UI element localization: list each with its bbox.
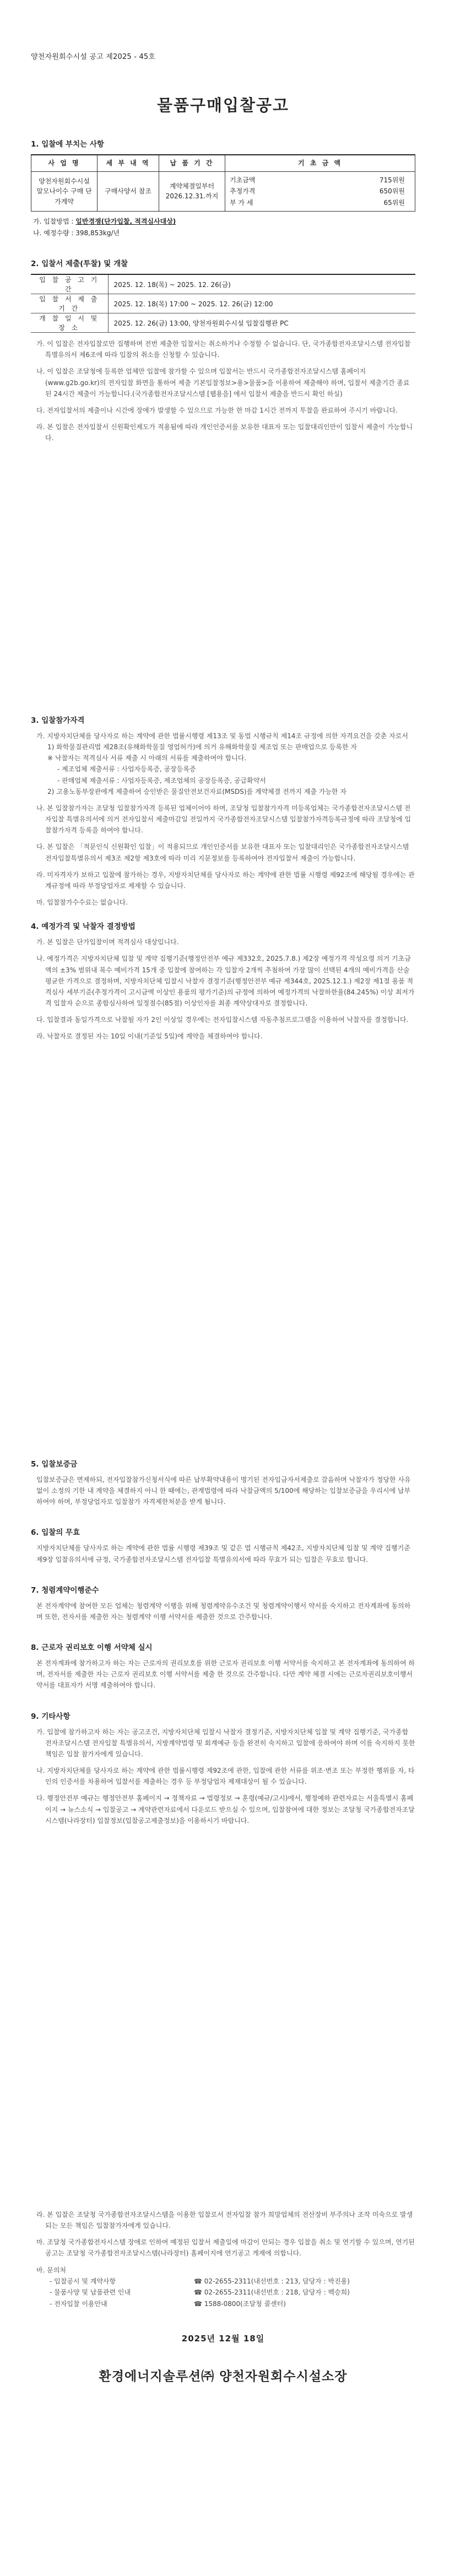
sec3-sub-text: 1) 화학물질관리법 제28조(유해화학물질 영업허가)에 의거 유해화학물질 제조업 또는 판매업으로 등록한 자 bbox=[47, 743, 357, 751]
sec3-para: 라. 미자격자가 보하고 입찰에 참가하는 경우, 지방자치단체를 당사자로 하는 계약에 관한 법률 시행령 제92조에 해당될 경우에는 관계규정에 따라 부정당업자로 제재할 수 있습니다. bbox=[36, 870, 415, 890]
bid-method-label: 가. 입찰방법 : bbox=[33, 218, 74, 226]
sec3-note: ※ 낙찰자는 적격심사 서류 제출 시 아래의 서류를 제출하여야 합니다. bbox=[47, 754, 247, 762]
table-row bbox=[31, 274, 415, 294]
table-header-row bbox=[31, 155, 415, 171]
sec3-para: 나. 본 입찰참가자는 조달청 입찰참가자격 등록된 업체이어야 하며, 조달청 입찰참가자격 미등록업체는 국가종합전자조달시스템 전자입찰 특별유의서에 의거 전자입찰서 제출마감일 전일까지 국가종합전자조달시스템 입찰참가자격등록규정에 따라 조달청에 입찰참가자격 등록을 하여야 합니다. bbox=[36, 804, 411, 835]
sec9-para: 나. 지방자치단체를 당사자로 하는 계약에 관한 법률시행령 제92조에 관한, 입찰에 관한 서류를 위조·변조 또는 부정한 행위를 자, 타인의 인증서를 차용하여 입찰서를 제출하는 경우 등 부정당업자 제재대상이 될 수 있습니다. bbox=[36, 1767, 415, 1786]
section-3 bbox=[31, 714, 415, 1042]
section-2-heading: 2. 입찰서 제출(투찰) 및 개찰 bbox=[31, 259, 128, 269]
schedule-value: 2025. 12. 26(금) 13:00, 양천자원회수시설 입찰집행관 PC bbox=[108, 313, 415, 333]
closing-section bbox=[31, 2209, 415, 2384]
contact-heading: 바. 문의처 bbox=[36, 2266, 66, 2274]
contact-list bbox=[31, 2276, 415, 2309]
sec3-para: 마. 입찰참가수수료는 없습니다. bbox=[36, 899, 128, 907]
notice-date: 2025년 12월 18일 bbox=[181, 2333, 265, 2344]
section-4-heading: 4. 예정가격 및 낙찰자 결정방법 bbox=[31, 922, 136, 932]
contact-value: ☎ 02-2655-2311(내선번호 : 213, 담당자 : 박진용) bbox=[194, 2277, 350, 2285]
closing-para: 라. 본 입찰은 조달청 국가종합전자조달시스템을 이용한 입찰로서 전자입찰 참가 희망업체의 전산장비 부주의나 조작 미숙으로 발생되는 모든 책임은 입찰참가자에게 있습니다. bbox=[36, 2211, 413, 2230]
sec2-para: 가. 이 입찰은 전자입찰로만 집행하며 전번 제출한 입찰서는 취소하거나 수정할 수 없습니다. 단, 국가종합전자조달시스템 전자입찰 특별유의서 제6조에 따라 입찰의 취소를 신청할 수 있습니다. bbox=[36, 340, 411, 359]
section-6-heading: 6. 입찰의 무효 bbox=[31, 1528, 80, 1538]
sec4-para: 가. 본 입찰은 단가입찰이며 적격심사 대상입니다. bbox=[36, 938, 179, 946]
sec7-text: 본 전자계약에 참여한 모든 업체는 청렴계약 이행을 위해 청렴계약유수조건 및 청렴계약이행서 약서를 숙지하고 전자계좌에 동의하며 또한, 전자서를 제출한 자는 청렴계약 이행 서약서를 제출한 것으로 간주합니다. bbox=[36, 1601, 411, 1621]
section-9-heading: 9. 기타사항 bbox=[31, 1712, 71, 1721]
sec5-text: 입찰보증금은 면제하되, 전자입찰참가신청서식에 따른 납부확약내용이 명기된 전자입금자서제출로 갈음하며 낙찰자가 정당한 사유 없이 소정의 기한 내 계약을 체결하지 아니 한 때에는, 관계법령에 따라 낙찰금액의 5/100에 해당하는 입찰보증금을 우리시에 납부하여야 하며, 부정당업자로 입찰참가 자격제한처분을 받게 됩니다. bbox=[36, 1476, 411, 1506]
price-list bbox=[225, 175, 415, 208]
sec3-sub: 2) 고용노동부장관에게 제출하여 승인받은 물질안전보건자료(MSDS)를 계약체결 전까지 제출 가능한 자 bbox=[47, 787, 346, 795]
contact-value: ☎ 1588-0800(조달청 콜센터) bbox=[194, 2299, 286, 2308]
issuing-organization: 환경에너지솔루션㈜ 양천자원회수시설소장 bbox=[99, 2368, 348, 2384]
section-5-heading: 5. 입찰보증금 bbox=[31, 1460, 78, 1469]
price-cell bbox=[225, 171, 415, 212]
col-period: 납 품 기 간 bbox=[159, 155, 225, 171]
schedule-label: 입 찰 공 고 기 간 bbox=[31, 274, 108, 294]
sec3-note-item: - 제조업체 제출서류 : 사업자등록증, 공장등록증 bbox=[57, 765, 196, 773]
sec4-para: 다. 입찰결과 동일가격으로 낙찰될 자가 2인 이상일 경우에는 전자입찰시스템 자동추첨프로그램을 이용하여 낙찰자를 결정합니다. bbox=[36, 1016, 409, 1024]
delivery-period: 계약체결일부터 2026.12.31.까지 bbox=[159, 171, 225, 212]
contact-label: - 전자입찰 이용안내 bbox=[50, 2299, 107, 2308]
bid-method-value: 일반경쟁(단가입찰, 적격심사대상) bbox=[75, 218, 176, 226]
col-detail: 세 부 내 역 bbox=[98, 155, 159, 171]
price-value: 65위원 bbox=[383, 198, 405, 207]
schedule-value: 2025. 12. 18(목) 17:00 ~ 2025. 12. 26(금) 12:00 bbox=[108, 294, 415, 313]
sec4-para: 나. 예정가격은 지방자치단체 입찰 및 계약 집행기준(행정안전부 예규 제332호, 2025.7.8.) 제2장 예정가격 작성요령 의거 기초금액의 ±3% 범위내 복수 예비가격 15개 중 입찰에 참여하는 각 입찰자 2개씩 추첨하여 가장 많이 선택된 4개의 예비가격을 산술 평균한 가격으로 결정하며, 지방자치단체 입찰시 낙찰자 결정기준(행정안전부 예규 제344호, 2025.12.1.) 제2장 제1절 용품 적격심사 세부기준(추정가격이 고시금액 이상인 용품의 평가기준)의 규정에 의하여 예정가격의 낙찰하한율(84.245%) 이상 최저가격 입찰자 순으로 종합심사하여 일정점수(85점) 이상인자를 최종 계약상대자로 결정합니다. bbox=[36, 955, 415, 1007]
sec2-para: 라. 본 입찰은 전자입찰서 신원확인제도가 적용됨에 따라 개인인증서를 보유한 대표자 또는 입찰대리인만이 입찰서 제출이 가능합니다. bbox=[36, 423, 413, 442]
sec3-para: 가. 지방자치단체를 당사자로 하는 계약에 관한 법률시행령 제13조 및 동법 시행규칙 제14조 규정에 의한 자격요건을 갖춘 자로서 bbox=[36, 732, 408, 740]
col-project: 사 업 명 bbox=[31, 155, 98, 171]
closing-para: 마. 조달청 국가종합전자시스템 장애로 인하여 예정된 입찰서 제출일에 마감이 안되는 경우 입찰을 취소 및 연기할 수 있으며, 연기된 공고는 조달청 국가종합전자조달시스템(나라장터) 홈페이지에 연기공고 게재에 의합니다. bbox=[36, 2238, 415, 2258]
schedule-label: 입 찰 서 제 출 기 간 bbox=[31, 294, 108, 313]
contact-label: - 입찰공시 및 계약사항 bbox=[50, 2277, 116, 2285]
project-detail: 구매사양서 참조 bbox=[98, 171, 159, 212]
sec9-para: 다. 행정안전부 예규는 행정안전부 홈페이지 → 정책자료 → 법령정보 → 훈령(예규/고시)에서, 행정예하 관련자료는 서울특별시 홈페이지 → 뉴스소식 → 입찰공고 → 계약관련자료에서 다운로드 받으실 수 있으며, 입찰참여에 대한 정보는 조달청 국가종합전자조달시스템(나라장터) 입찰정보(입찰공고제출정보)을 이용하시기 바랍니다. bbox=[36, 1794, 415, 1825]
section-7-heading: 7. 청렴계약이행준수 bbox=[31, 1585, 99, 1595]
price-value: 715위원 bbox=[379, 176, 405, 184]
bid-method bbox=[31, 216, 415, 227]
sec4-para: 라. 낙찰자로 결정된 자는 10일 이내(기준일 5일)에 계약을 체결하여야 합니다. bbox=[36, 1032, 263, 1041]
bid-items-table bbox=[31, 154, 415, 212]
sec3-note-item: - 판매업체 제출서류 : 사업자등록증, 제조업체의 공장등록증, 공급확약서 bbox=[57, 776, 266, 784]
schedule-value: 2025. 12. 18(목) ~ 2025. 12. 26(금) bbox=[108, 274, 415, 294]
contact-value: ☎ 02-2655-2311(내선번호 : 218, 담당자 : 백승희) bbox=[194, 2288, 350, 2297]
sec3-sub bbox=[31, 742, 415, 753]
section-3-heading: 3. 입찰참가자격 bbox=[31, 716, 85, 725]
table-row bbox=[31, 294, 415, 313]
table-row bbox=[31, 313, 415, 333]
section-8-heading: 8. 근로자 권리보호 이행 서약체 실시 bbox=[31, 1643, 153, 1653]
sec2-para: 나. 이 입찰은 조달청에 등록한 업체만 입찰에 참가할 수 있으며 입찰서는 반드시 국가종합전자조달시스템 홈페이지(www.g2b.go.kr)의 전자입찰 화면을 통하여 제출 기본입찰정보>용>물품>을 이용하여 제출해야 하며, 입찰서 제출기간 종료된 24시간 제출이 가능합니다.(국가종합전자조달시스템 [웹용을] 에서 입찰서 제출을 반드시 확인 하실) bbox=[36, 367, 410, 398]
price-label: 기초금액 bbox=[230, 176, 256, 184]
table-row bbox=[31, 171, 415, 212]
notice-number: 양천자원회수시설 공고 제2025 - 45호 bbox=[31, 53, 156, 61]
section-5-9 bbox=[31, 1458, 415, 1826]
estimated-quantity: 나. 예정수량 : 398,853kg/년 bbox=[33, 229, 120, 237]
contact-label: - 물품사양 및 납품관련 인내 bbox=[50, 2288, 131, 2297]
price-value: 650위원 bbox=[379, 187, 405, 196]
section-1-heading: 1. 입찰에 부치는 사항 bbox=[31, 140, 104, 149]
price-label: 추정가격 bbox=[230, 187, 256, 196]
project-name: 양천자원회수시설 알모나이수 구매 단가계약 bbox=[31, 171, 98, 212]
schedule-table bbox=[31, 274, 415, 333]
sec6-text: 지방자치단체를 당사자로 하는 계약에 관한 법률 시행령 제39조 및 같은 법 시행규칙 제42조, 지방자치단체 입찰 및 계약 집행기준 제9장 입찰유의서에 규정, 국가종합전자조달시스템 전자입찰 특별유의서에 따라 무효가 되는 입찰은 무효로 합니다. bbox=[36, 1544, 410, 1563]
price-label: 부 가 세 bbox=[230, 198, 253, 207]
sec3-para: 다. 본 입찰은 「적문인식 신원확인 입찰」이 적용되므로 개인인증서를 보유한 대표자 또는 입찰대리인은 국가종합전자조달시스템 전자입찰특별유의서 제3조 제2항 제3호에 따라 미리 지문정보를 등록하여야 전자입찰서 제출이 가능합니다. bbox=[36, 843, 409, 862]
sec8-text: 본 전자계좌에 참가하고자 하는 자는 근로자의 권리보호를 위한 근로자 권리보호 이행 서약서를 숙지하고 본 전자계좌에 동의하여 하며, 전자서를 제출한 자는 근로자 권리보호 이행 서약서를 제출 한 것으로 간주합니다. 다만 계약 체결 시에는 근로자권리보호이행서약서를 대표자가 서명 제출하여야 합니다. bbox=[36, 1659, 415, 1690]
schedule-label: 개 찰 일 시 및 장 소 bbox=[31, 313, 108, 333]
col-price: 기 초 금 액 bbox=[225, 155, 415, 171]
page-title: 물품구매입찰공고 bbox=[156, 96, 290, 115]
sec9-para: 가. 입찰에 참가하고자 하는 자는 공고조건, 지방자치단체 입찰시 낙찰자 결정기준, 지방자치단체 입찰 및 계약 집행기준, 국가종합 전자조달시스템 전자입찰 특별유의서, 지방계약법령 및 회계예규 등을 완전히 숙지하고 입찰에 응하여야 하며 이를 숙지하지 못한 책임은 입찰 참가자에게 있습니다. bbox=[36, 1728, 415, 1758]
sec2-para: 다. 전자입찰서의 제출이나 시간에 장애가 발생할 수 있으므로 가능한 한 마감 1시간 전까지 투찰을 완료하여 주시기 바랍니다. bbox=[36, 406, 398, 414]
